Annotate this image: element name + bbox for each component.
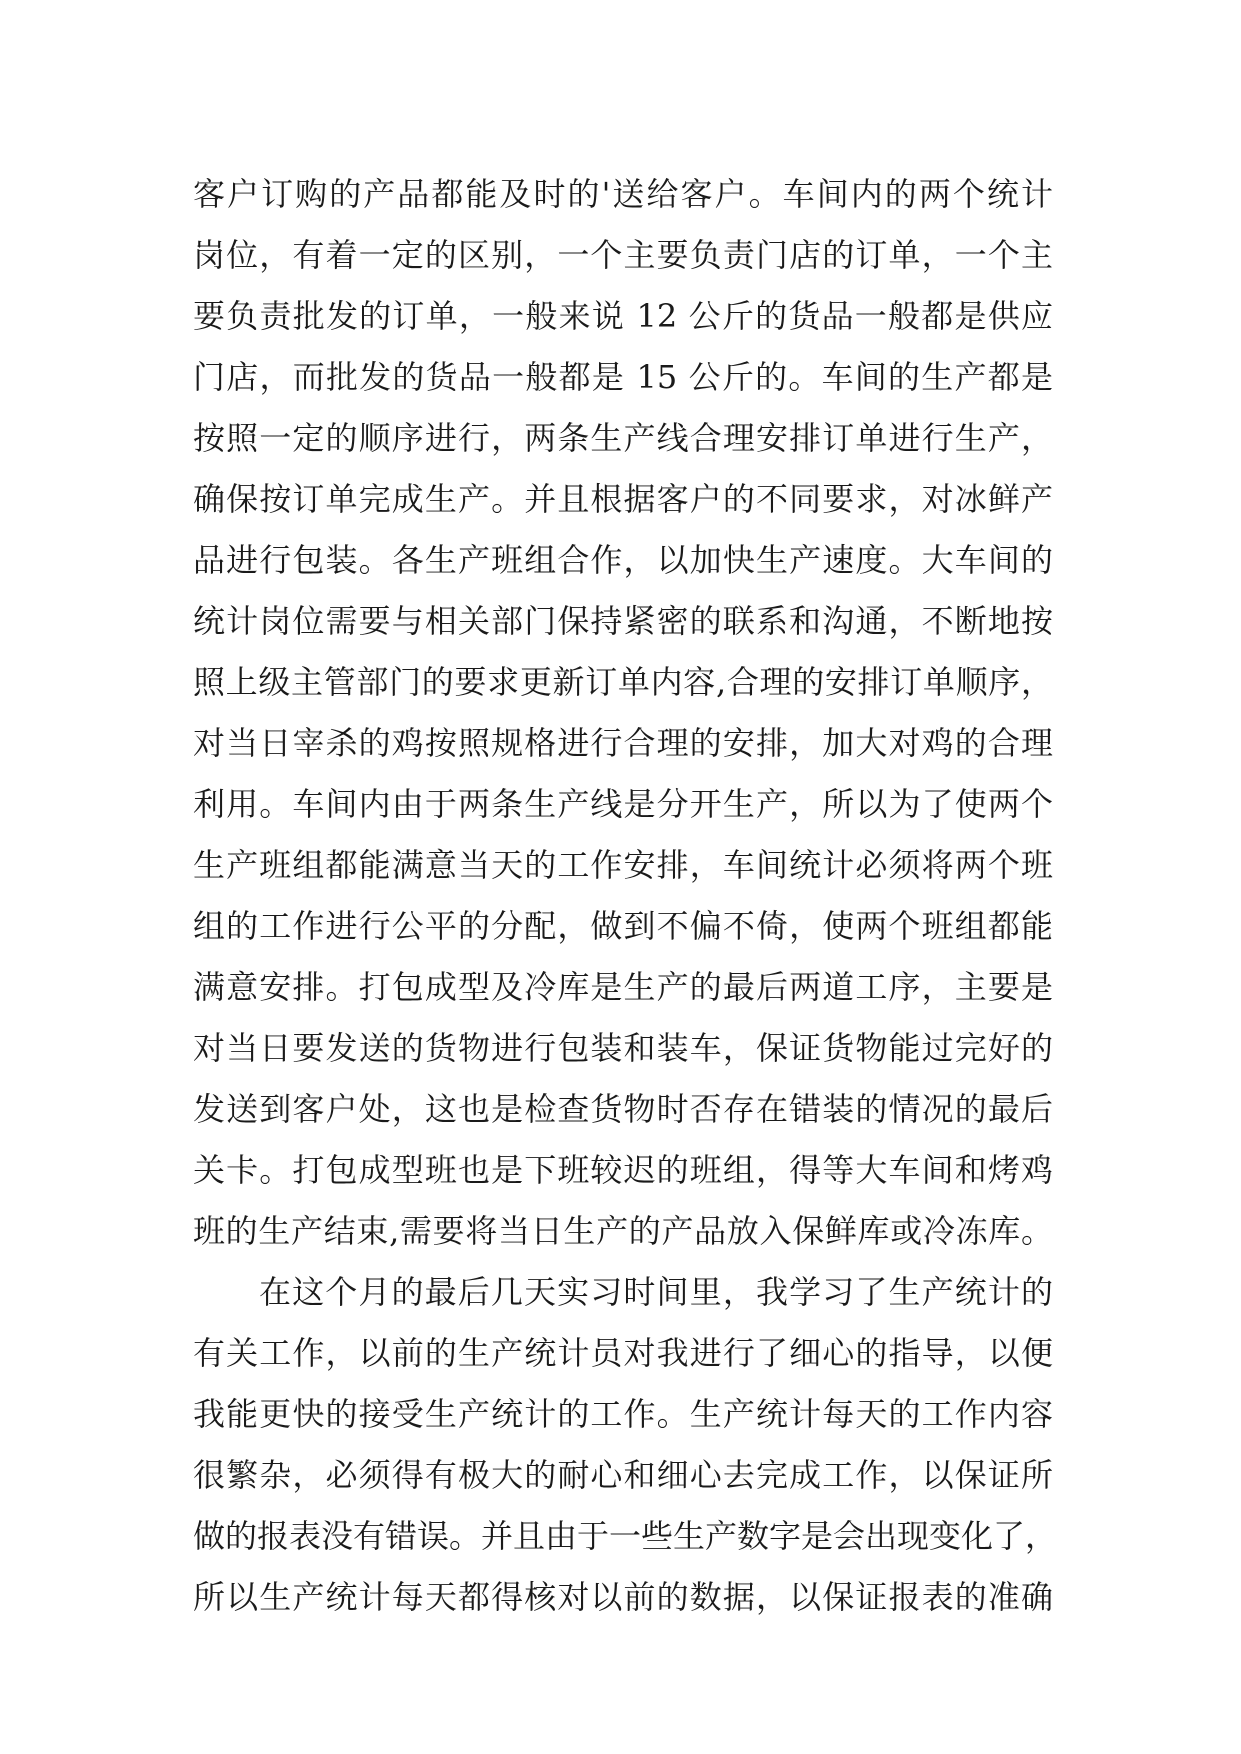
text-line: 利用。车间内由于两条生产线是分开生产，所以为了使两个 [193, 785, 1053, 823]
text-line: 我能更快的接受生产统计的工作。生产统计每天的工作内容 [193, 1395, 1053, 1433]
text-line: 岗位，有着一定的区别，一个主要负责门店的订单，一个主 [193, 236, 1053, 274]
text-line: 班的生产结束,需要将当日生产的产品放入保鲜库或冷冻库。 [193, 1212, 1053, 1250]
text-line: 门店，而批发的货品一般都是 15 公斤的。车间的生产都是 [193, 358, 1053, 396]
text-line: 有关工作，以前的生产统计员对我进行了细心的指导，以便 [193, 1334, 1053, 1372]
text-line: 发送到客户处，这也是检查货物时否存在错装的情况的最后 [193, 1090, 1053, 1128]
text-line: 做的报表没有错误。并且由于一些生产数字是会出现变化了， [193, 1517, 1058, 1555]
paragraph-2 [193, 1262, 1058, 1628]
text-line: 所以生产统计每天都得核对以前的数据，以保证报表的准确 [193, 1578, 1053, 1616]
text-line: 确保按订单完成生产。并且根据客户的不同要求，对冰鲜产 [193, 480, 1053, 518]
text-line: 在这个月的最后几天实习时间里，我学习了生产统计的 [259, 1273, 1053, 1311]
text-line: 照上级主管部门的要求更新订单内容,合理的安排订单顺序， [193, 663, 1053, 701]
text-line: 生产班组都能满意当天的工作安排，车间统计必须将两个班 [193, 846, 1053, 884]
text-line: 客户订购的产品都能及时的'送给客户。车间内的两个统计 [193, 175, 1053, 213]
document-body [193, 164, 1058, 1628]
text-line: 对当日要发送的货物进行包装和装车，保证货物能过完好的 [193, 1029, 1053, 1067]
text-line: 要负责批发的订单，一般来说 12 公斤的货品一般都是供应 [193, 297, 1053, 335]
text-line: 关卡。打包成型班也是下班较迟的班组，得等大车间和烤鸡 [193, 1151, 1053, 1189]
paragraph-1 [193, 164, 1053, 1262]
text-line: 品进行包装。各生产班组合作，以加快生产速度。大车间的 [193, 541, 1053, 579]
text-line: 很繁杂，必须得有极大的耐心和细心去完成工作，以保证所 [193, 1456, 1053, 1494]
text-line: 对当日宰杀的鸡按照规格进行合理的安排，加大对鸡的合理 [193, 724, 1053, 762]
text-line: 组的工作进行公平的分配，做到不偏不倚，使两个班组都能 [193, 907, 1053, 945]
text-line: 满意安排。打包成型及冷库是生产的最后两道工序，主要是 [193, 968, 1053, 1006]
text-line: 按照一定的顺序进行，两条生产线合理安排订单进行生产， [193, 419, 1053, 457]
text-line: 统计岗位需要与相关部门保持紧密的联系和沟通，不断地按 [193, 602, 1053, 640]
